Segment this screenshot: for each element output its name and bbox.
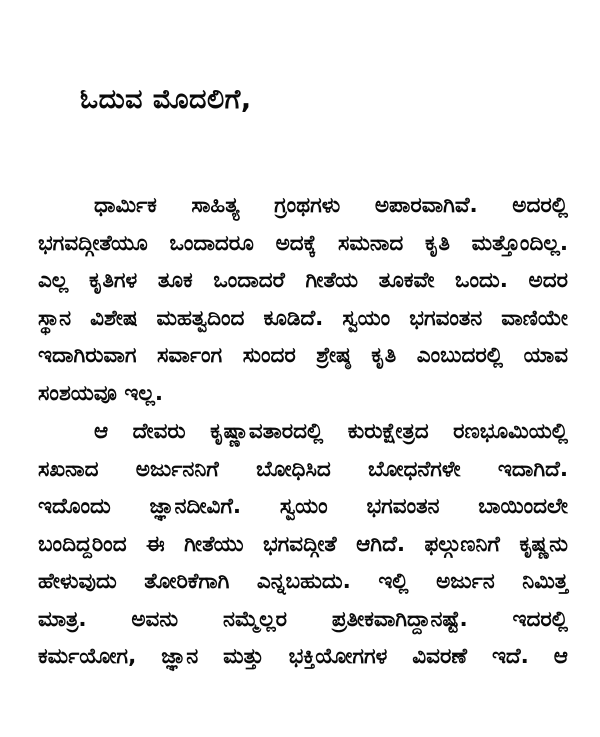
page-heading: ಓದುವ ಮೊದಲಿಗೆ,: [80, 84, 252, 115]
text-line: ಕರ್ಮಯೋಗ, ಜ್ಞಾನ ಮತ್ತು ಭಕ್ತಿಯೋಗಗಳ ವಿವರಣೆ ಇದೆ. ಆ: [38, 644, 568, 669]
paragraph-2: [38, 413, 568, 676]
text-line: ಮಾತ್ರ. ಅವನು ನಮ್ಮೆಲ್ಲರ ಪ್ರತೀಕವಾಗಿದ್ದಾನಷ್ಟೆ. ಇದರಲ್ಲಿ: [38, 606, 568, 632]
text-line: ಸಖನಾದ ಅರ್ಜುನನಿಗೆ ಬೋಧಿಸಿದ ಬೋಧನೆಗಳೇ ಇದಾಗಿದೆ.: [38, 456, 568, 482]
text-line: ಎಲ್ಲ ಕೃತಿಗಳ ತೂಕ ಒಂದಾದರೆ ಗೀತೆಯ ತೂಕವೇ ಒಂದು. ಅದರ: [38, 268, 568, 293]
text-line: ಇದಾಗಿರುವಾಗ ಸರ್ವಾಂಗ ಸುಂದರ ಶ್ರೇಷ್ಠ ಕೃತಿ ಎಂಬುದರಲ್ಲಿ ಯಾವ: [38, 343, 568, 368]
text-line: ಧಾರ್ಮಿಕ ಸಾಹಿತ್ಯ ಗ್ರಂಥಗಳು ಅಪಾರವಾಗಿವೆ. ಅದರಲ್ಲಿ: [94, 193, 568, 218]
text-line: ಇದೊಂದು ಜ್ಞಾನದೀವಿಗೆ. ಸ್ವಯಂ ಭಗವಂತನ ಬಾಯಿಂದಲೇ: [38, 494, 568, 519]
text-line: ಬಂದಿದ್ದರಿಂದ ಈ ಗೀತೆಯು ಭಗವದ್ಗೀತೆ ಆಗಿದೆ. ಫಲ್ಗುಣನಿಗೆ ಕೃಷ್ಣನು: [38, 531, 568, 557]
text-line: ಹೇಳುವುದು ತೋರಿಕೆಗಾಗಿ ಎನ್ನಬಹುದು. ಇಲ್ಲಿ ಅರ್ಜುನ ನಿಮಿತ್ತ: [38, 569, 568, 594]
text-line: ಭಗವದ್ಗೀತೆಯೂ ಒಂದಾದರೂ ಅದಕ್ಕೆ ಸಮನಾದ ಕೃತಿ ಮತ್ತೊಂದಿಲ್ಲ.: [38, 230, 568, 256]
text-line: ಸ್ಥಾನ ವಿಶೇಷ ಮಹತ್ವದಿಂದ ಕೂಡಿದೆ. ಸ್ವಯಂ ಭಗವಂತನ ವಾಣಿಯೇ: [38, 305, 568, 331]
text-line: ಆ ದೇವರು ಕೃಷ್ಣಾವತಾರದಲ್ಲಿ ಕುರುಕ್ಷೇತ್ರದ ರಣಭೂಮಿಯಲ್ಲಿ: [94, 419, 568, 444]
text-line: ಸಂಶಯವೂ ಇಲ್ಲ.: [38, 380, 164, 406]
paragraph-1: [38, 187, 568, 412]
